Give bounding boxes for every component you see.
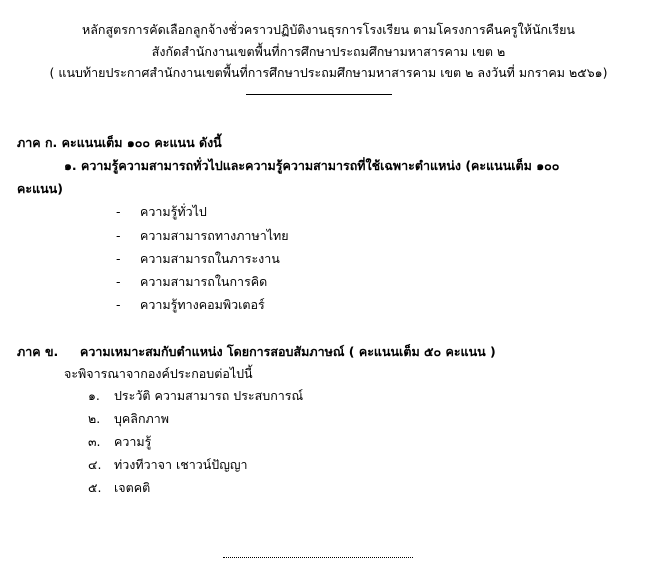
- bullet-text: ความรู้ทางคอมพิวเตอร์: [140, 297, 265, 312]
- list-number: ๔.: [88, 457, 102, 472]
- bullet-dash: -: [116, 204, 121, 219]
- bullet-item: [116, 296, 265, 314]
- list-number: ๑.: [88, 388, 100, 403]
- list-text: ท่วงทีวาจา เชาวน์ปัญญา: [114, 457, 248, 472]
- bullet-text: ความรู้ทั่วไป: [140, 204, 207, 219]
- bullet-text: ความสามารถทางภาษาไทย: [140, 228, 289, 243]
- header-line-2: สังกัดสำนักงานเขตพื้นที่การศึกษาประถมศึกษามหาสารคาม เขต ๒: [151, 44, 506, 59]
- bullet-text: ความสามารถในการคิด: [140, 274, 268, 289]
- bullet-dash: -: [116, 251, 121, 266]
- list-item: [88, 456, 248, 474]
- section-b-title: ความเหมาะสมกับตำแหน่ง โดยการสอบสัมภาษณ์ ( คะแนนเต็ม ๕๐ คะแนน ): [80, 344, 496, 359]
- bullet-item: [116, 227, 289, 245]
- section-a-item-1-cont: คะแนน): [17, 181, 63, 196]
- list-text: บุคลิกภาพ: [114, 411, 170, 426]
- header-line-1: หลักสูตรการคัดเลือกลูกจ้างชั่วคราวปฏิบัติงานธุรการโรงเรียน ตามโครงการคืนครูให้นักเรียน: [82, 22, 575, 37]
- bullet-dash: -: [116, 274, 121, 289]
- list-item: [88, 433, 151, 451]
- list-text: เจตคติ: [114, 480, 151, 495]
- list-item: [88, 479, 150, 497]
- bullet-item: [116, 203, 207, 221]
- section-b-intro: จะพิจารณาจากองค์ประกอบต่อไปนี้: [64, 366, 253, 381]
- bullet-item: [116, 250, 280, 268]
- list-number: ๕.: [88, 480, 102, 495]
- list-item: [88, 387, 303, 405]
- bullet-dash: -: [116, 297, 121, 312]
- list-text: ประวัติ ความสามารถ ประสบการณ์: [114, 388, 304, 403]
- bullet-dash: -: [116, 228, 121, 243]
- list-number: ๒.: [88, 411, 101, 426]
- bullet-item: [116, 273, 267, 291]
- header-divider: [246, 94, 392, 95]
- section-a-item-1: ๑. ความรู้ความสามารถทั่วไปและความรู้ความสามารถที่ใช้เฉพาะตำแหน่ง (คะแนนเต็ม ๑๐๐: [64, 158, 560, 173]
- section-b-prefix: ภาค ข.: [17, 344, 59, 359]
- bullet-text: ความสามารถในภาระงาน: [140, 251, 280, 266]
- list-number: ๓.: [88, 434, 101, 449]
- section-a-title: ภาค ก. คะแนนเต็ม ๑๐๐ คะแนน ดังนี้: [17, 135, 222, 150]
- header-line-3: ( แนบท้ายประกาศสำนักงานเขตพื้นที่การศึกษาประถมศึกษามหาสารคาม เขต ๒ ลงวันที่ มกราคม ๒๕๖๑): [49, 65, 608, 80]
- footer-dotted-line: [223, 557, 413, 558]
- list-item: [88, 410, 169, 428]
- list-text: ความรู้: [114, 434, 152, 449]
